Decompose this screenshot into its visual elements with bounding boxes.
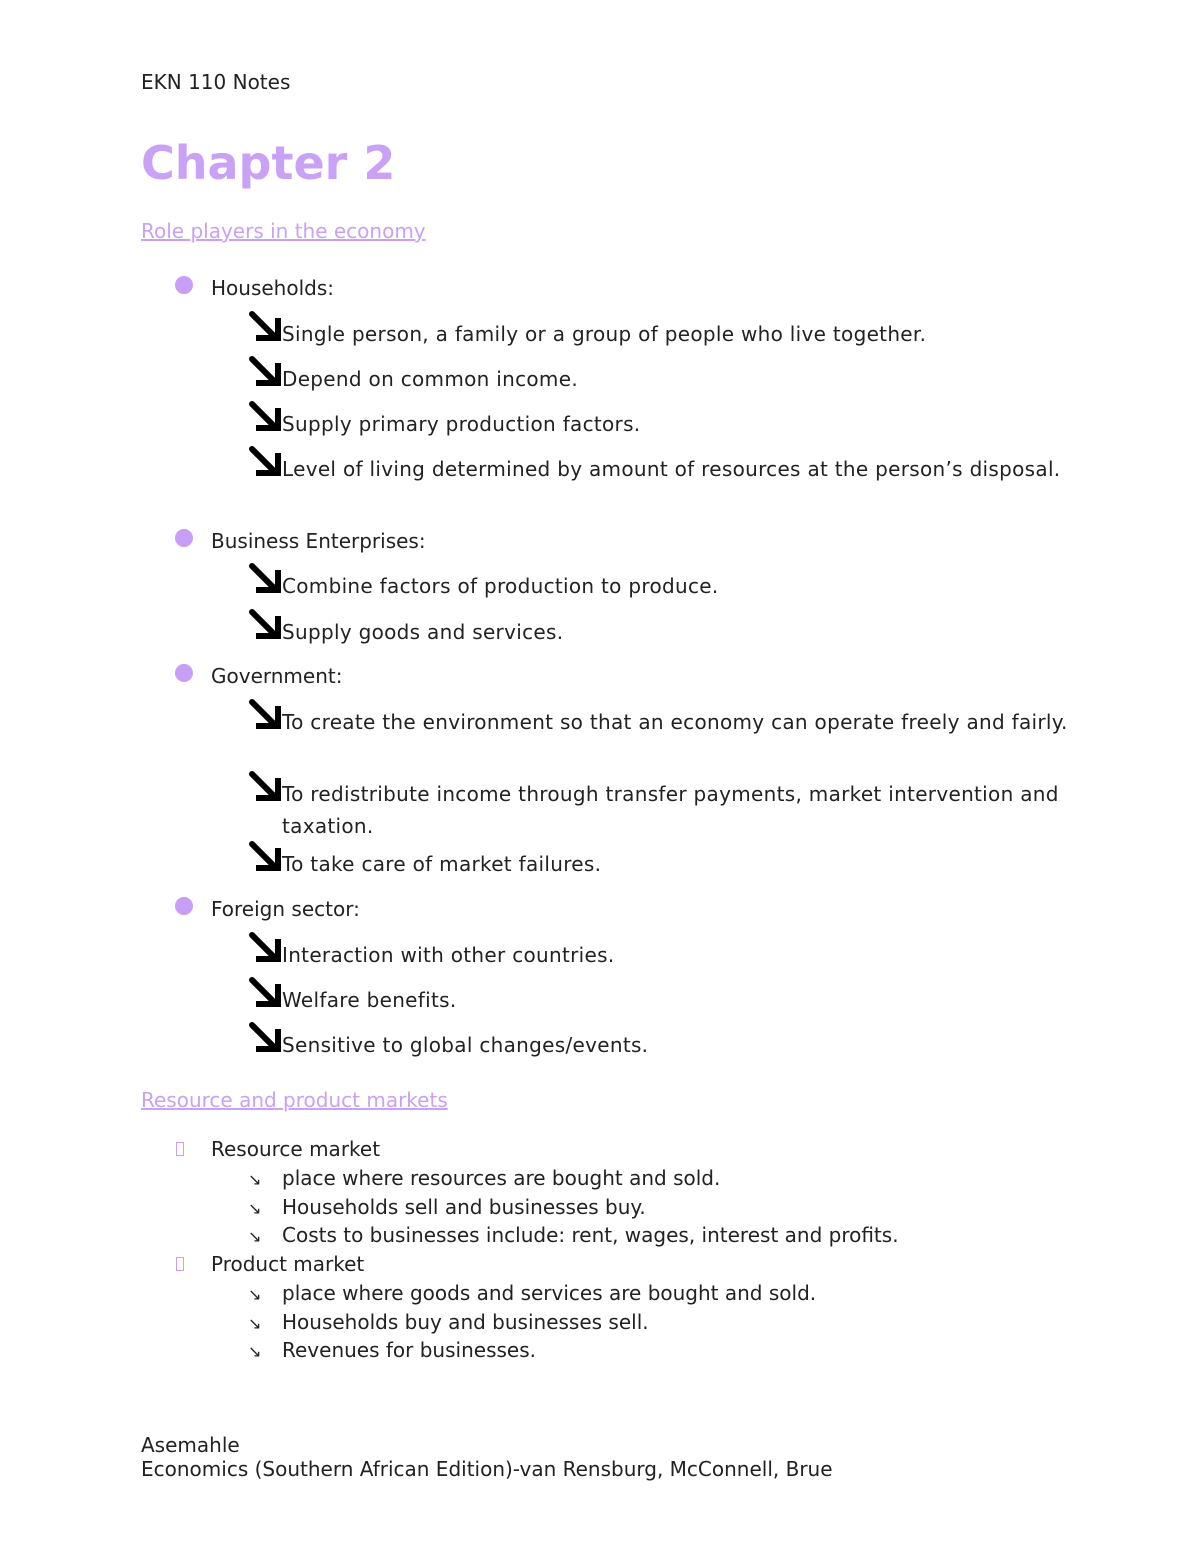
arrow-down-right-icon xyxy=(248,400,282,434)
list-item-text: place where goods and services are bought and sold. xyxy=(282,1281,817,1305)
category-label: Business Enterprises: xyxy=(211,529,426,553)
list-item-text: Costs to businesses include: rent, wages, interest and profits. xyxy=(282,1223,899,1248)
arrow-down-right-icon xyxy=(248,698,282,732)
list-item-text: Level of living determined by amount of resources at the person’s disposal. xyxy=(282,457,1061,481)
list-item xyxy=(248,1223,899,1248)
list-item xyxy=(248,1309,649,1334)
arrow-down-right-icon xyxy=(248,355,282,389)
list-item xyxy=(248,1281,817,1305)
square-bullet-icon xyxy=(176,1142,184,1156)
category-label: Foreign sector: xyxy=(211,897,360,921)
circle-bullet-icon xyxy=(175,529,193,547)
square-bullet-icon xyxy=(176,1257,184,1271)
list-item-text: To redistribute income through transfer payments, market intervention and taxation. xyxy=(282,782,1059,838)
list-item-text: Single person, a family or a group of people who live together. xyxy=(282,322,927,346)
section-heading-markets: Resource and product markets xyxy=(141,1088,448,1112)
list-item-text: Households sell and businesses buy. xyxy=(282,1194,646,1219)
list-item-text: Sensitive to global changes/events. xyxy=(282,1033,649,1057)
list-item-text: Supply goods and services. xyxy=(282,620,564,644)
list-item-text: Combine factors of production to produce. xyxy=(282,574,719,598)
footer-author: Asemahle xyxy=(141,1433,240,1457)
list-item xyxy=(248,1166,721,1190)
footer-reference: Economics (Southern African Edition)-van Rensburg, McConnell, Brue xyxy=(141,1457,833,1481)
arrow-down-right-icon xyxy=(248,445,282,479)
list-item-text: Welfare benefits. xyxy=(282,988,457,1012)
arrow-down-right-icon: ↘ xyxy=(248,1198,262,1218)
arrow-down-right-icon xyxy=(248,608,282,642)
arrow-down-right-icon: ↘ xyxy=(248,1170,262,1189)
arrow-down-right-icon: ↘ xyxy=(248,1285,262,1304)
market-label: Product market xyxy=(211,1252,365,1276)
circle-bullet-icon xyxy=(175,276,193,294)
arrow-down-right-icon xyxy=(248,562,282,596)
arrow-down-right-icon: ↘ xyxy=(248,1313,262,1333)
arrow-down-right-icon xyxy=(248,976,282,1010)
list-item-text: Revenues for businesses. xyxy=(282,1338,536,1363)
arrow-down-right-icon: ↘ xyxy=(248,1342,262,1362)
arrow-down-right-icon xyxy=(248,770,282,804)
chapter-title: Chapter 2 xyxy=(141,136,396,190)
category-label: Households: xyxy=(211,276,334,300)
arrow-down-right-icon: ↘ xyxy=(248,1227,262,1247)
list-item-text: Depend on common income. xyxy=(282,367,578,391)
arrow-down-right-icon xyxy=(248,931,282,965)
section-heading-role-players: Role players in the economy xyxy=(141,219,426,243)
arrow-down-right-icon xyxy=(248,1021,282,1055)
market-label: Resource market xyxy=(211,1137,381,1161)
circle-bullet-icon xyxy=(175,664,193,682)
list-item xyxy=(248,1338,536,1363)
circle-bullet-icon xyxy=(175,897,193,915)
list-item-text: Interaction with other countries. xyxy=(282,943,615,967)
list-item-text: place where resources are bought and sold. xyxy=(282,1166,721,1190)
list-item-text: Households buy and businesses sell. xyxy=(282,1309,649,1334)
list-item-text: To create the environment so that an economy can operate freely and fairly. xyxy=(282,710,1068,734)
list-item xyxy=(248,1194,646,1219)
arrow-down-right-icon xyxy=(248,310,282,344)
arrow-down-right-icon xyxy=(248,840,282,874)
category-label: Government: xyxy=(211,664,343,688)
document-header: EKN 110 Notes xyxy=(141,70,291,94)
list-item-text: Supply primary production factors. xyxy=(282,412,641,436)
list-item-text: To take care of market failures. xyxy=(282,852,602,876)
